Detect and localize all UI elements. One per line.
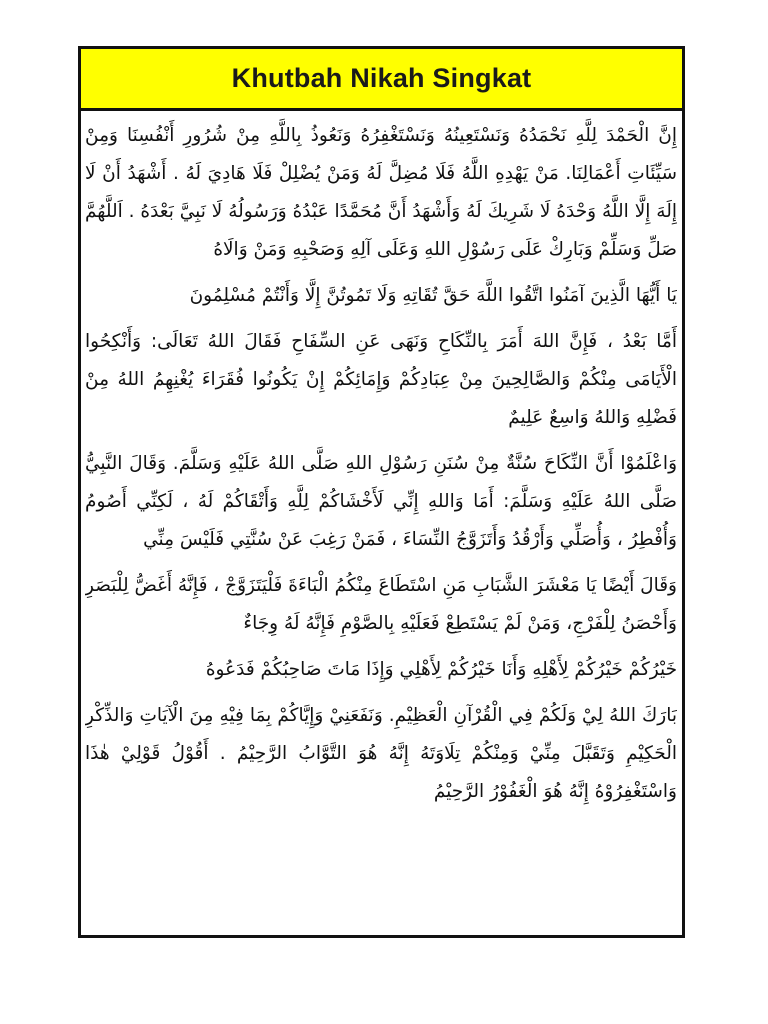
paragraph-best-of-you: خَيْرُكُمْ خَيْرُكُمْ لِأَهْلِهِ وَأَنَا خَيْرُكُمْ لِأَهْلِي وَإِذَا مَاتَ صَاحِبُكُمْ فَدَعُوهُ <box>205 659 677 680</box>
paragraph-amma-badu: أَمَّا بَعْدُ ، فَإِنَّ اللهَ أَمَرَ بِالنِّكَاحِ وَنَهَى عَنِ السِّفَاحِ فَقَالَ اللهُ تَعَالَى: وَأَنْكِحُوا الْأَيَامَى مِنْكُمْ وَالصَّالِحِينَ مِنْ عِبَادِكُمْ وَإِمَائِكُمْ إِنْ يَكُونُوا فُقَرَاءَ يُغْنِهِمُ اللهُ مِنْ فَضْلِهِ وَاللهُ وَاسِعٌ عَلِيمٌ <box>85 331 677 428</box>
document-frame <box>78 46 685 938</box>
paragraph-closing-prayer: بَارَكَ اللهُ لِيْ وَلَكُمْ فِي الْقُرْآنِ الْعَظِيْمِ. وَنَفَعَنِيْ وَإِيَّاكُمْ بِمَا فِيْهِ مِنَ الْآيَاتِ وَالذِّكْرِ الْحَكِيْمِ وَتَقَبَّلَ مِنِّيْ وَمِنْكُمْ تِلَاوَتَهُ إِنَّهُ هُوَ التَّوَّابُ الرَّحِيْمُ . أَقُوْلُ قَوْلِيْ هٰذَا وَاسْتَغْفِرُوْهُ إِنَّهُ هُوَ الْغَفُوْرُ الرَّحِيْمُ <box>85 705 677 802</box>
document-title: Khutbah Nikah Singkat <box>231 63 532 93</box>
paragraph-sunnah-hadith: وَاعْلَمُوْا أَنَّ النِّكَاحَ سُنَّةٌ مِنْ سُنَنِ رَسُوْلِ اللهِ صَلَّى اللهُ عَلَيْهِ وَسَلَّمَ. وَقَالَ النَّبِيُّ صَلَّى اللهُ عَلَيْهِ وَسَلَّمَ: أَمَا وَاللهِ إِنِّي لَأَخْشَاكُمْ لِلَّهِ وَأَتْقَاكُمْ لَهُ ، لَكِنِّي أَصُومُ وَأُفْطِرُ ، وَأُصَلِّي وَأَرْقُدُ وَأَتَزَوَّجُ النِّسَاءَ ، فَمَنْ رَغِبَ عَنْ سُنَّتِي فَلَيْسَ مِنِّي <box>85 453 677 550</box>
title-bar <box>81 49 682 111</box>
paragraph-opening-praise: إِنَّ الْحَمْدَ لِلَّهِ نَحْمَدُهُ وَنَسْتَعِينُهُ وَنَسْتَغْفِرُهُ وَنَعُوذُ بِاللَّهِ مِنْ شُرُورِ أَنْفُسِنَا وَمِنْ سَيِّئَاتِ أَعْمَالِنَا. مَنْ يَهْدِهِ اللَّهُ فَلَا مُضِلَّ لَهُ وَمَنْ يُضْلِلْ فَلَا هَادِيَ لَهُ . أَشْهَدُ أَنْ لَا إِلَهَ إِلَّا اللَّهُ وَحْدَهُ لَا شَرِيكَ لَهُ وَأَشْهَدُ أَنَّ مُحَمَّدًا عَبْدُهُ وَرَسُولُهُ لَا نَبِيَّ بَعْدَهُ . اَللَّهُمَّ صَلِّ وَسَلِّمْ وَبَارِكْ عَلَى رَسُوْلِ اللهِ وَعَلَى آلِهِ وَصَحْبِهِ وَمَنْ وَالَاهُ <box>85 125 677 260</box>
arabic-text-body <box>81 117 681 819</box>
paragraph-youth-hadith: وَقَالَ أَيْضًا يَا مَعْشَرَ الشَّبَابِ مَنِ اسْتَطَاعَ مِنْكُمُ الْبَاءَةَ فَلْيَتَزَوَّجْ ، فَإِنَّهُ أَغَضُّ لِلْبَصَرِ وَأَحْصَنُ لِلْفَرْجِ، وَمَنْ لَمْ يَسْتَطِعْ فَعَلَيْهِ بِالصَّوْمِ فَإِنَّهُ لَهُ وِجَاءٌ <box>85 575 677 634</box>
paragraph-quran-verse: يَا أَيُّهَا الَّذِينَ آمَنُوا اتَّقُوا اللَّهَ حَقَّ تُقَاتِهِ وَلَا تَمُوتُنَّ إِلَّا وَأَنْتُمْ مُسْلِمُونَ <box>189 285 677 306</box>
